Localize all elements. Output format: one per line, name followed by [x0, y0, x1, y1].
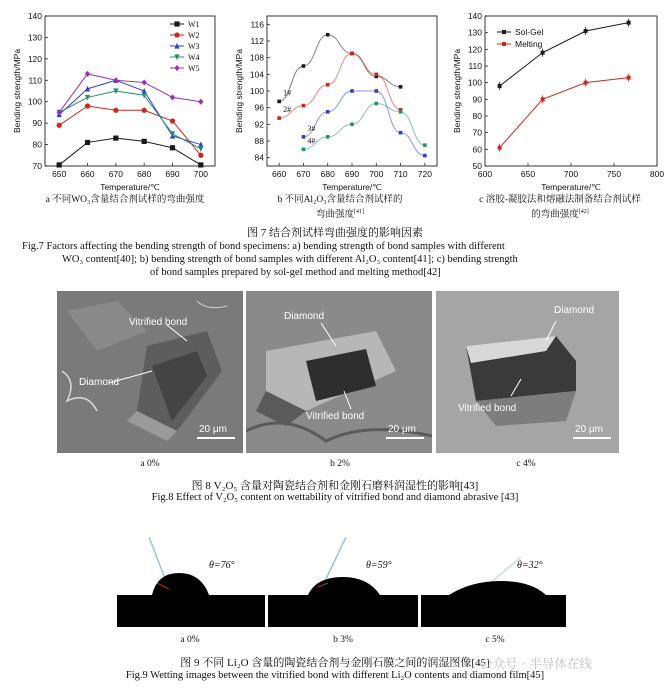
- chart-b-point-1-2: [326, 83, 330, 87]
- chart-a-legend-label-1: W2: [188, 31, 200, 40]
- chart-a-point-1-1: [85, 103, 90, 108]
- fig9-title-en: Fig.9 Wetting images between the vitrified bond with different Li₂O contents and diamond film[45]: [125, 670, 545, 681]
- chart-b-point-2-3: [374, 89, 378, 93]
- chart-c-series-line-1: [500, 78, 629, 148]
- chart-c-point-0-3: [627, 21, 631, 25]
- chart-b-ytick-label-4: 100: [249, 86, 264, 96]
- chart-a-point-0-5: [198, 162, 203, 167]
- wetting-image-5pct: [421, 537, 566, 627]
- chart-a-point-0-2: [113, 136, 118, 141]
- chart-a-ytick-label-1: 80: [32, 139, 42, 150]
- chart-a-ytick-label-7: 140: [27, 11, 42, 21]
- chart-b-point-3-1: [326, 135, 330, 139]
- chart-b-ytick-label-0: 84: [254, 152, 264, 163]
- chart-c-ytick-label-1: 60: [472, 144, 482, 155]
- chart-c-legend-marker-0: [502, 30, 506, 34]
- chart-a-legend-marker-0: [174, 21, 179, 26]
- chart-b-point-3-0: [302, 148, 306, 152]
- sem-2-scalebar: [386, 437, 424, 439]
- fig7-caption-c-ref: [42]: [578, 209, 589, 215]
- chart-a-ytick-label-4: 110: [28, 75, 42, 86]
- sem-4-label-vitrified: Vitrified bond: [458, 403, 517, 414]
- chart-b-xlabel: Temperature/℃: [322, 182, 382, 192]
- chart-a-ytick-label-0: 70: [32, 161, 42, 171]
- fig8-title-cn: 图 8 V₂O₅ 含量对陶瓷结合剂和金刚石磨料润湿性的影响[43]: [191, 480, 479, 492]
- chart-a-legend-label-4: W5: [188, 64, 200, 73]
- sem-4-label-diamond: Diamond: [554, 305, 595, 316]
- chart-b-xtick-label-4: 700: [369, 169, 384, 179]
- chart-c-legend-label-0: Sol-Gel: [515, 27, 544, 37]
- chart-a-point-3-5: [198, 146, 203, 152]
- chart-a-legend-label-2: W3: [188, 42, 200, 51]
- chart-a: [0, 8, 230, 208]
- fig7-caption-a: a 不同WO₃含量结合剂试样的弯曲强度: [45, 195, 205, 205]
- fig7-title-en-line3: of bond samples prepared by sol-gel method and melting method[42]: [150, 267, 441, 278]
- fig7-caption-c-line2: 的弯曲强度[42]: [531, 209, 589, 221]
- chart-c-ytick-label-0: 50: [472, 161, 482, 171]
- chart-c-legend-marker-1: [502, 42, 506, 46]
- sem-4-scalebar: [573, 437, 611, 439]
- chart-c-point-1-0: [498, 146, 502, 150]
- sem-image-2pct: [246, 291, 432, 453]
- chart-b-series-label-0: 1#: [283, 88, 292, 98]
- chart-b-point-1-4: [374, 73, 378, 77]
- chart-b-point-0-2: [326, 33, 330, 37]
- chart-b-point-3-5: [423, 143, 427, 147]
- chart-b-xtick-label-3: 690: [344, 169, 360, 179]
- chart-c-ytick-label-5: 100: [467, 77, 482, 88]
- chart-b-point-2-5: [423, 154, 427, 158]
- chart-a-point-1-4: [170, 118, 175, 123]
- fig7-caption-b-line2: 弯曲强度[41]: [315, 209, 364, 221]
- chart-b-point-2-1: [326, 110, 330, 114]
- chart-b-series-line-1: [279, 54, 400, 119]
- chart-b-ytick-label-2: 92: [254, 119, 264, 130]
- chart-a-legend-label-3: W4: [188, 53, 200, 62]
- fig7-caption-c: [450, 194, 670, 221]
- chart-b-point-0-1: [302, 64, 306, 68]
- fig8-title-en: Fig.8 Effect of V₂O₅ content on wettability of vitrified bond and diamond abrasive [43]: [151, 492, 519, 503]
- chart-b-ylabel: Bending strength/MPa: [234, 48, 244, 134]
- fig7-title-en-line1: Fig.7 Factors affecting the bending strength of bond specimens: a) bending strength of bond samples with different: [22, 241, 505, 252]
- chart-b-ytick-label-5: 104: [249, 69, 264, 80]
- chart-c-ytick-label-6: 110: [468, 61, 482, 71]
- wetting-0-angle: θ=76°: [209, 560, 235, 571]
- chart-a-legend-label-0: W1: [188, 20, 200, 29]
- chart-a-series-line-0: [59, 138, 201, 165]
- chart-b-xtick-label-6: 720: [417, 169, 432, 179]
- fig9-title-cn: 图 9 不同 Li₂O 含量的陶瓷结合剂与金刚石膜之间的润湿图像[45]: [180, 657, 490, 669]
- chart-c-ytick-label-3: 80: [472, 111, 482, 121]
- wetting-image-0pct: [117, 537, 265, 627]
- chart-a-point-0-3: [142, 139, 147, 144]
- wetting-3-shapes: [268, 537, 418, 627]
- chart-b-point-3-4: [399, 110, 403, 114]
- chart-c-ytick-label-7: 120: [467, 44, 482, 55]
- chart-c-ytick-label-2: 70: [472, 127, 482, 138]
- sem-0-scalebar: [197, 437, 235, 439]
- chart-a-point-1-3: [142, 108, 147, 113]
- fig9-caption-a: a 0%: [180, 635, 200, 645]
- chart-a-ylabel: Bending strength/MPa: [12, 48, 22, 134]
- wetting-5-angle: θ=32°: [517, 560, 543, 571]
- chart-c-ylabel: Bending strength/MPa: [452, 48, 462, 134]
- chart-a-point-0-4: [170, 145, 175, 150]
- chart-a-ytick-label-2: 90: [32, 118, 42, 129]
- chart-a-xtick-label-0: 650: [52, 169, 67, 179]
- chart-b-xtick-label-1: 670: [296, 169, 311, 179]
- chart-c-legend-label-1: Melting: [515, 39, 543, 49]
- chart-a-legend-marker-4: [174, 65, 179, 71]
- chart-a-point-0-0: [57, 162, 62, 167]
- fig8-caption-a: a 0%: [140, 459, 160, 469]
- chart-b-point-1-3: [350, 52, 354, 56]
- chart-c-ytick-label-8: 130: [467, 27, 482, 38]
- sem-0-label-diamond: Diamond: [79, 377, 120, 388]
- chart-c-xtick-label-4: 800: [649, 169, 665, 179]
- chart-a-xtick-label-2: 670: [108, 169, 123, 179]
- chart-a-xtick-label-1: 660: [80, 169, 95, 179]
- chart-c-xtick-label-0: 600: [477, 169, 493, 179]
- fig7-caption-b: [230, 194, 450, 221]
- chart-b-ytick-label-1: 88: [254, 136, 264, 146]
- chart-a-point-0-1: [85, 140, 90, 145]
- chart-c-xtick-label-2: 700: [563, 169, 579, 179]
- wetting-5-shapes: [421, 537, 566, 627]
- chart-b-ytick-label-3: 96: [254, 102, 264, 113]
- chart-c-point-1-1: [541, 97, 545, 101]
- chart-a-ytick-label-5: 120: [27, 53, 42, 64]
- chart-b-xtick-label-0: 660: [272, 169, 287, 179]
- fig7-title-cn: 图 7 结合剂试样弯曲强度的影响因素: [247, 227, 423, 239]
- chart-b-point-3-2: [350, 123, 354, 127]
- chart-b-series-label-3: 4#: [307, 136, 316, 146]
- sem-2-label-vitrified: Vitrified bond: [306, 411, 365, 422]
- chart-b-ytick-label-7: 112: [250, 36, 264, 46]
- chart-a-xlabel: Temperature/℃: [100, 182, 160, 192]
- fig8-caption-c: c 4%: [516, 459, 536, 469]
- chart-b-ytick-label-8: 116: [250, 19, 264, 30]
- sem-image-4pct: [436, 291, 619, 453]
- watermark-text: 公众号 · 半导体在线: [480, 656, 592, 671]
- fig7-title-en-line2: WO₃ content[40]; b) bending strength of bond samples with different Al₂O₃ content[41]; c) bending strength: [62, 254, 518, 265]
- sem-0-label-vitrified: Vitrified bond: [129, 317, 188, 328]
- chart-c-point-0-0: [498, 84, 502, 88]
- chart-b-point-2-4: [399, 131, 403, 135]
- fig7-caption-b-ref: [41]: [354, 209, 364, 215]
- fig7-caption-b-line1: b 不同Al₂O₃含量结合剂试样的: [277, 195, 403, 205]
- chart-b-series-label-2: 3#: [307, 123, 316, 133]
- sem-0-scale-text: 20 μm: [199, 424, 227, 435]
- chart-b-point-1-0: [277, 116, 281, 120]
- chart-a-point-3-1: [85, 95, 90, 101]
- chart-c-xtick-label-3: 750: [606, 169, 622, 179]
- chart-a-point-1-2: [113, 108, 118, 113]
- chart-c-xtick-label-1: 650: [520, 169, 536, 179]
- fig9-caption-b: b 3%: [333, 635, 353, 645]
- chart-c-point-0-1: [541, 51, 545, 55]
- chart-b-point-2-2: [350, 89, 354, 93]
- chart-a-series-line-2: [59, 80, 201, 144]
- chart-a-xtick-label-3: 680: [137, 169, 152, 179]
- chart-b-ytick-label-6: 108: [249, 52, 264, 63]
- fig8-caption-b: b 2%: [330, 459, 350, 469]
- chart-c-point-1-2: [584, 81, 588, 85]
- chart-b-point-1-1: [302, 104, 306, 108]
- sem-image-0pct: [57, 291, 243, 453]
- chart-b-xtick-label-5: 710: [393, 169, 408, 179]
- chart-a-xtick-label-4: 690: [165, 169, 180, 179]
- chart-b-series-label-1: 2#: [283, 105, 292, 115]
- chart-a-legend-marker-1: [174, 32, 179, 37]
- chart-b-series-line-2: [303, 91, 424, 156]
- fig9-caption-c: c 5%: [485, 635, 505, 645]
- chart-a-point-4-5: [198, 99, 203, 105]
- chart-b: [225, 8, 450, 208]
- chart-a-ytick-label-3: 100: [27, 96, 42, 107]
- fig7-caption-c-line1: c 溶胶-凝胶法和熔融法制备结合剂试样: [479, 195, 641, 205]
- chart-b-point-2-0: [302, 135, 306, 139]
- sem-2-label-diamond: Diamond: [284, 311, 325, 322]
- chart-a-point-4-4: [170, 94, 175, 100]
- chart-b-point-0-0: [277, 100, 281, 104]
- chart-a-point-1-0: [57, 123, 62, 128]
- chart-b-xtick-label-2: 680: [320, 169, 335, 179]
- chart-c: [445, 8, 670, 208]
- wetting-0-shapes: [117, 537, 265, 627]
- wetting-3-angle: θ=59°: [366, 560, 392, 571]
- sem-2-scale-text: 20 μm: [388, 424, 416, 435]
- chart-c-xlabel: Temperature/℃: [541, 182, 601, 192]
- chart-c-ytick-label-9: 140: [467, 11, 482, 21]
- chart-b-point-0-5: [399, 85, 403, 89]
- chart-c-ytick-label-4: 90: [472, 94, 482, 105]
- chart-a-point-4-3: [142, 79, 147, 85]
- chart-b-point-3-3: [374, 102, 378, 106]
- wetting-image-3pct: [268, 537, 418, 627]
- chart-b-series-line-3: [303, 104, 424, 150]
- chart-a-ytick-label-6: 130: [27, 32, 42, 43]
- chart-c-point-0-2: [584, 29, 588, 33]
- sem-4-scale-text: 20 μm: [575, 424, 603, 435]
- chart-c-point-1-3: [627, 76, 631, 80]
- chart-a-point-1-5: [198, 153, 203, 158]
- chart-a-xtick-label-5: 700: [193, 169, 208, 179]
